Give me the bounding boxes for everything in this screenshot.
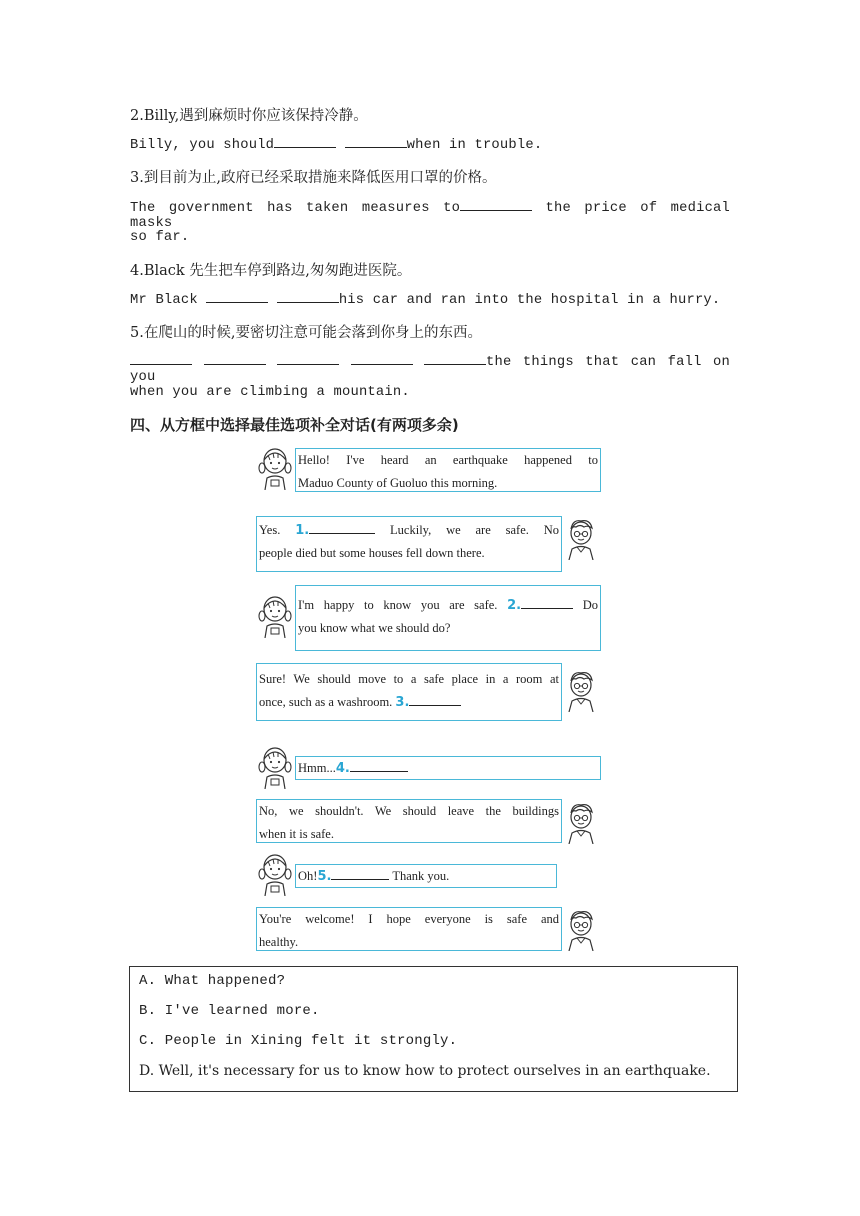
girl-avatar-icon [256, 594, 294, 638]
speech-bubble-girl: I'm happy to know you are safe. 2. Do you know what we should do? [295, 585, 601, 651]
q2-english: Billy, you should when in trouble. [130, 138, 543, 153]
answer-blank[interactable] [130, 354, 192, 365]
answer-blank[interactable] [460, 200, 532, 211]
blank-number: 3. [395, 695, 410, 710]
answer-blank[interactable] [274, 137, 336, 148]
dialogue-blank[interactable] [409, 697, 461, 706]
speech-bubble-boy: Sure! We should move to a safe place in a room at once, such as a washroom. 3. [256, 663, 562, 721]
section-heading: 四、从方框中选择最佳选项补全对话(有两项多余) [130, 416, 459, 434]
q5-chinese: 5.在爬山的时候,要密切注意可能会落到你身上的东西。 [130, 325, 482, 341]
boy-avatar-icon [562, 516, 600, 560]
speech-bubble-boy: Yes. 1. Luckily, we are safe. No people died but some houses fell down there. [256, 516, 562, 572]
option-c: C. People in Xining felt it strongly. [139, 1033, 458, 1049]
q2-chinese: 2.Billy,遇到麻烦时你应该保持冷静。 [130, 108, 368, 124]
option-a: A. What happened? [139, 973, 286, 989]
speech-bubble-girl: Hello! I've heard an earthquake happened to Maduo County of Guoluo this morning. [295, 448, 601, 492]
blank-number: 4. [335, 761, 350, 776]
speech-bubble-boy: No, we shouldn't. We should leave the buildings when it is safe. [256, 799, 562, 843]
option-d: D. Well, it's necessary for us to know how to protect ourselves in an earthquake. [139, 1063, 711, 1079]
answer-blank[interactable] [204, 354, 266, 365]
answer-blank[interactable] [277, 292, 339, 303]
option-b: B. I've learned more. [139, 1003, 320, 1019]
answer-blank[interactable] [206, 292, 268, 303]
options-box [129, 966, 738, 1092]
q3-english-cont: so far. [130, 230, 190, 245]
q3-chinese: 3.到目前为止,政府已经采取措施来降低医用口罩的价格。 [130, 170, 497, 186]
speech-bubble-girl: Hmm...4. [295, 756, 601, 780]
blank-number: 2. [507, 598, 522, 613]
boy-avatar-icon [562, 800, 600, 844]
boy-avatar-icon [562, 907, 600, 951]
dialogue-blank[interactable] [350, 763, 408, 772]
q5-english-cont: when you are climbing a mountain. [130, 385, 410, 400]
q3-english: The government has taken measures to the price of medical masks [130, 201, 731, 231]
answer-blank[interactable] [345, 137, 407, 148]
blank-number: 1. [295, 523, 310, 538]
answer-blank[interactable] [424, 354, 486, 365]
answer-blank[interactable] [351, 354, 413, 365]
dialogue-blank[interactable] [331, 871, 389, 880]
q4-chinese: 4.Black 先生把车停到路边,匆匆跑进医院。 [130, 263, 412, 279]
girl-avatar-icon [256, 446, 294, 490]
answer-blank[interactable] [277, 354, 339, 365]
girl-avatar-icon [256, 745, 294, 789]
boy-avatar-icon [562, 668, 600, 712]
girl-avatar-icon [256, 852, 294, 896]
q4-english: Mr Black his car and ran into the hospital in a hurry. [130, 293, 721, 308]
blank-number: 5. [317, 869, 332, 884]
speech-bubble-boy: You're welcome! I hope everyone is safe and healthy. [256, 907, 562, 951]
q5-english: the things that can fall on you [130, 355, 731, 385]
dialogue-blank[interactable] [521, 600, 573, 609]
speech-bubble-girl: Oh!5. Thank you. [295, 864, 557, 888]
dialogue-blank[interactable] [309, 525, 375, 534]
